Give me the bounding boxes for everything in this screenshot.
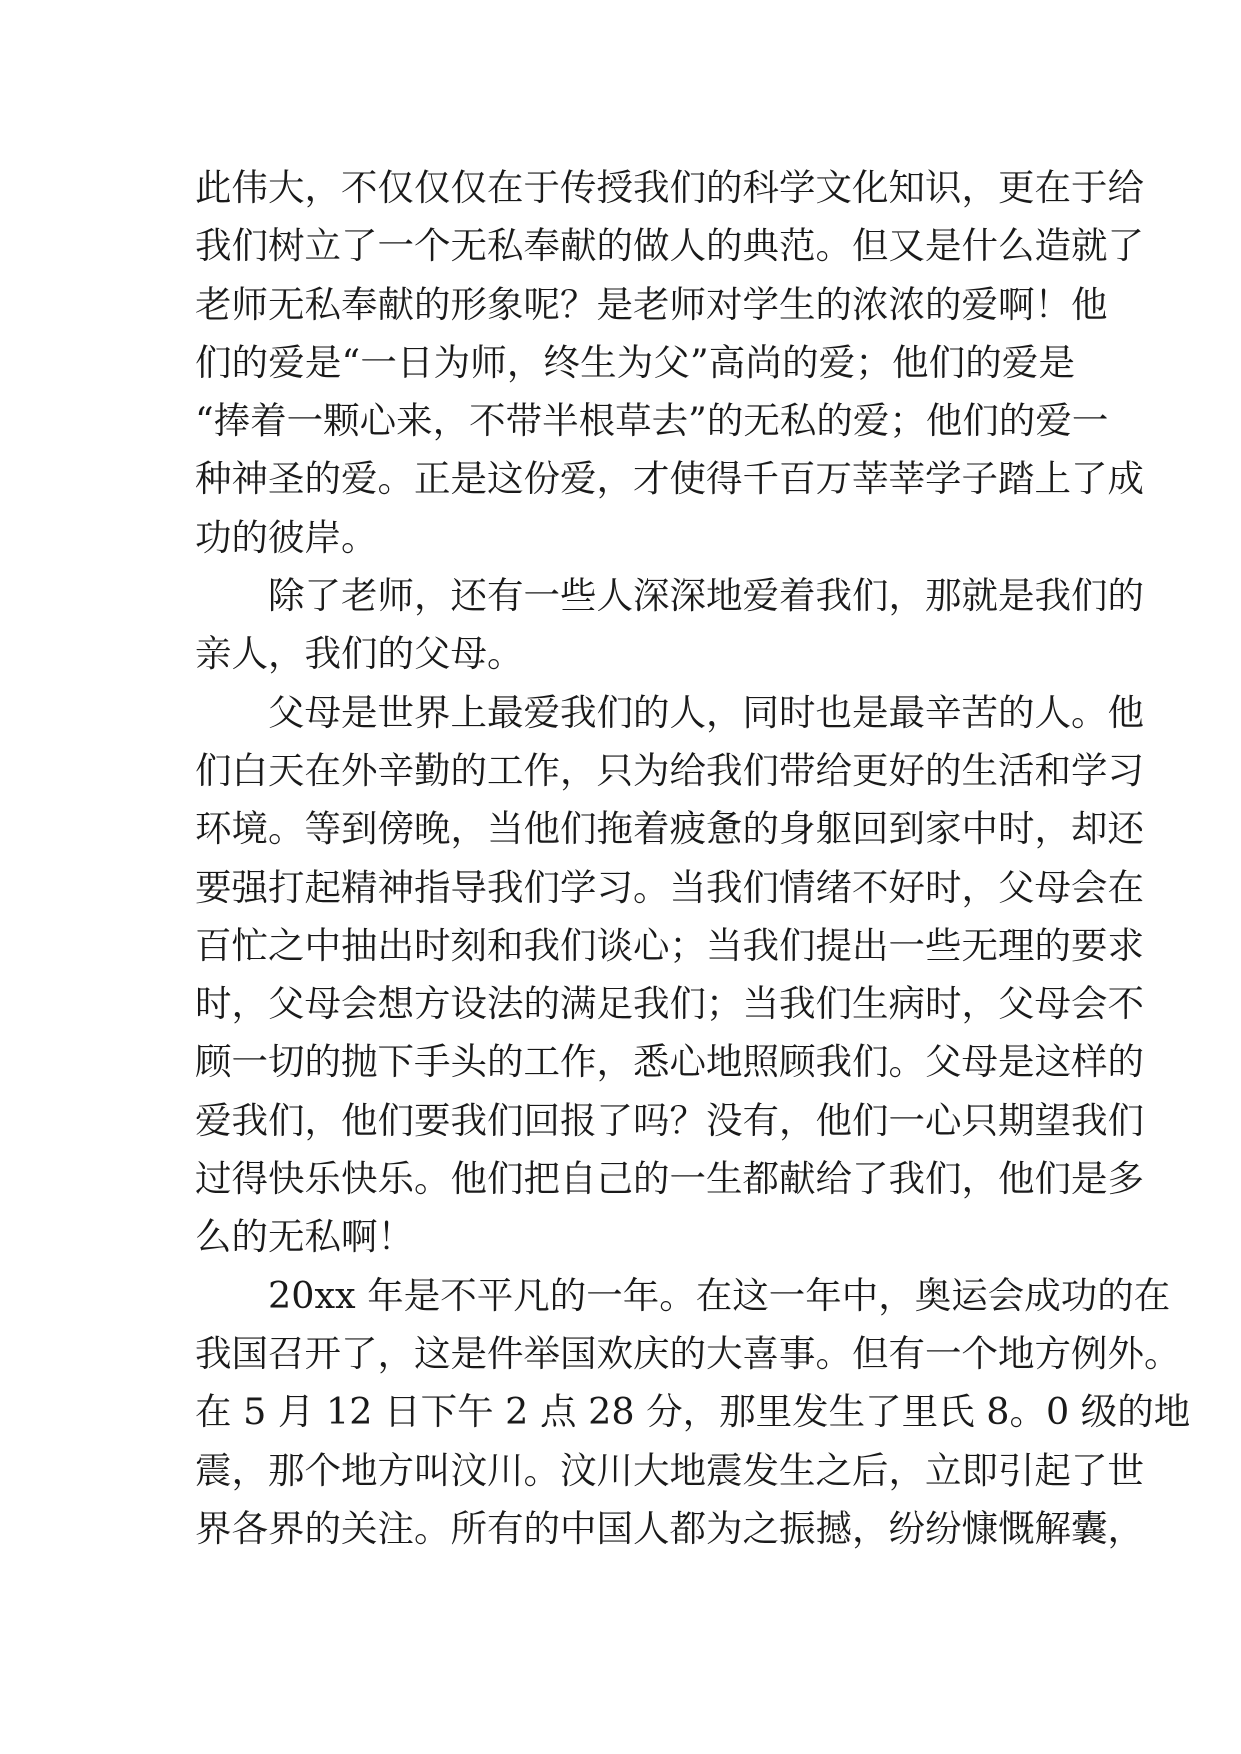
text-line: 此伟大，不仅仅仅在于传授我们的科学文化知识，更在于给 <box>195 166 1144 209</box>
text-line: 我们树立了一个无私奉献的做人的典范。但又是什么造就了 <box>195 224 1144 268</box>
text-line: 亲人，我们的父母。 <box>195 632 524 676</box>
text-line: 们的爱是“一日为师，终生为父”高尚的爱；他们的爱是 <box>195 340 1075 384</box>
paragraph-first-line: 20xx 年是不平凡的一年。在这一年中，奥运会成功的在 <box>268 1273 1171 1317</box>
text-line: 们白天在外辛勤的工作，只为给我们带给更好的生活和学习 <box>195 748 1144 792</box>
paragraph-first-line: 除了老师，还有一些人深深地爱着我们，那就是我们的 <box>268 574 1144 618</box>
text-line: 种神圣的爱。正是这份爱，才使得千百万莘莘学子踏上了成 <box>195 457 1144 501</box>
text-line: 界各界的关注。所有的中国人都为之振撼，纷纷慷慨解囊， <box>195 1506 1144 1550</box>
text-line: 老师无私奉献的形象呢？是老师对学生的浓浓的爱啊！他 <box>195 282 1108 326</box>
text-line: 百忙之中抽出时刻和我们谈心；当我们提出一些无理的要求 <box>195 923 1144 967</box>
text-line: 么的无私啊！ <box>195 1215 414 1259</box>
text-line: 要强打起精神指导我们学习。当我们情绪不好时，父母会在 <box>195 865 1144 909</box>
text-line: 我国召开了，这是件举国欢庆的大喜事。但有一个地方例外。 <box>195 1331 1181 1375</box>
text-line: 在 5 月 12 日下午 2 点 28 分，那里发生了里氏 8。0 级的地 <box>195 1390 1191 1434</box>
body-text <box>195 159 1191 1558</box>
text-line: 环境。等到傍晚，当他们拖着疲惫的身躯回到家中时，却还 <box>195 807 1144 851</box>
text-line: 时，父母会想方设法的满足我们；当我们生病时，父母会不 <box>195 982 1144 1026</box>
paragraph-first-line: 父母是世界上最爱我们的人，同时也是最辛苦的人。他 <box>268 690 1144 734</box>
text-line: 过得快乐快乐。他们把自己的一生都献给了我们，他们是多 <box>195 1157 1144 1201</box>
text-line: 震，那个地方叫汶川。汶川大地震发生之后，立即引起了世 <box>195 1448 1144 1492</box>
text-line: 顾一切的抛下手头的工作，悉心地照顾我们。父母是这样的 <box>195 1040 1144 1084</box>
text-line: 爱我们，他们要我们回报了吗？没有，他们一心只期望我们 <box>195 1098 1144 1142</box>
text-line: “捧着一颗心来，不带半根草去”的无私的爱；他们的爱一 <box>195 399 1109 443</box>
text-line: 功的彼岸。 <box>195 515 378 559</box>
